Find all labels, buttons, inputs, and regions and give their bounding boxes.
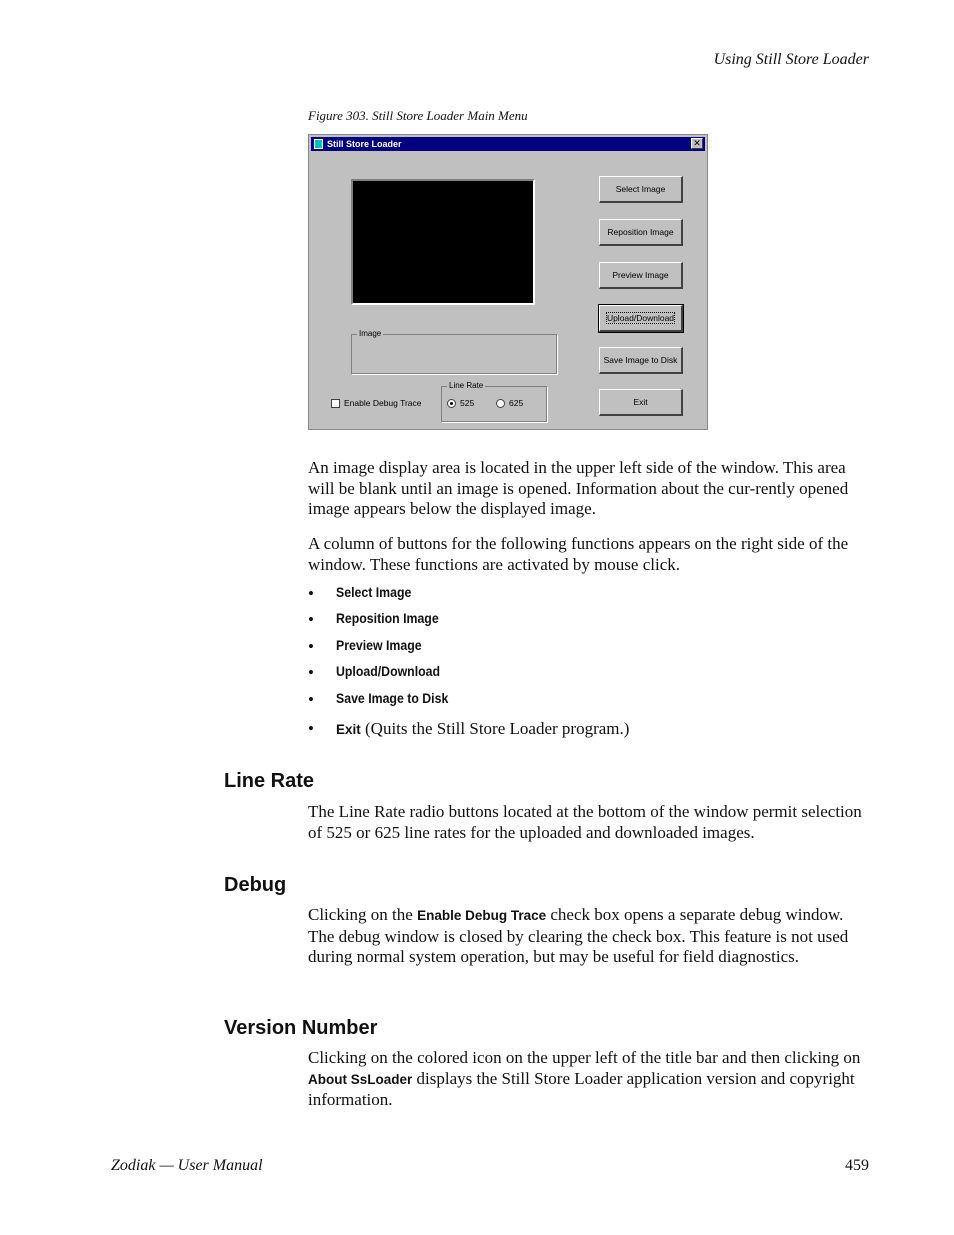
bullet-label: Upload/Download [336,663,441,679]
image-info-group [351,329,557,374]
paragraph-button-column: A column of buttons for the following functions appears on the right side of the window. These functions are activated by mouse click. [308,534,849,574]
paragraph-line-rate: The Line Rate radio buttons located at the bottom of the window permit selection of 525 or 625 line rates for the uploaded and downloaded images. [308,802,862,842]
page-number: 459 [845,1157,869,1174]
figure-caption: Figure 303. Still Store Loader Main Menu [308,108,528,123]
bullet-label: Reposition Image [336,610,439,626]
upload-download-button[interactable]: Upload/Download [599,305,683,332]
window-title-bar [311,137,705,151]
radio-625[interactable] [496,399,505,408]
select-image-button[interactable]: Select Image [599,176,683,203]
reposition-image-button[interactable]: Reposition Image [599,219,683,246]
image-group-label: Image [359,329,382,338]
running-header: Using Still Store Loader [713,51,869,68]
footer-manual-title: Zodiak — User Manual [111,1157,263,1174]
bullet-symbol: • [308,690,314,709]
paragraph-version-number: Clicking on the colored icon on the upper left of the title bar and then clicking on About SsLoader displays the Still Store Loader application version and copyright information. [308,1048,861,1109]
enable-debug-trace-label: Enable Debug Trace [344,398,422,408]
paragraph-display-area: An image display area is located in the upper left side of the window. This area will be blank until an image is opened. Information about the cur-rently opened image appears below the displayed image. [308,458,849,518]
radio-525[interactable] [447,399,456,408]
about-ssloader-command: About SsLoader [308,1071,413,1087]
line-rate-group [441,381,547,422]
save-image-to-disk-button[interactable]: Save Image to Disk [599,347,683,374]
radio-625-label: 625 [509,398,524,408]
bullet-symbol: • [308,663,314,682]
radio-525-label: 525 [460,398,475,408]
bullet-label: Preview Image [336,637,422,653]
window-title: Still Store Loader [327,139,402,149]
enable-debug-trace-command: Enable Debug Trace [417,908,547,923]
exit-description: (Quits the Still Store Loader program.) [360,719,630,738]
preview-image-button[interactable]: Preview Image [599,262,683,289]
bullet-label [336,719,629,739]
paragraph-debug: Clicking on the Enable Debug Trace check box opens a separate debug window. The debug window is closed by clearing the check box. This feature is not used during normal system operation, but may be useful for field diagnostics. [308,905,849,966]
bullet-symbol: • [308,610,314,629]
exit-button[interactable]: Exit [599,389,683,416]
bullet-symbol: • [308,637,314,656]
bullet-label: Select Image [336,584,412,600]
heading-version-number: Version Number [224,1017,378,1039]
image-display-area [351,179,535,305]
enable-debug-trace-checkbox[interactable] [331,399,340,408]
heading-line-rate: Line Rate [224,770,315,792]
exit-command: Exit [336,722,361,737]
bullet-symbol: • [308,719,314,738]
still-store-loader-window [308,134,708,430]
app-icon[interactable] [314,139,323,149]
line-rate-group-label: Line Rate [449,381,484,390]
heading-debug: Debug [224,874,287,896]
bullet-symbol: • [308,584,314,603]
bullet-label: Save Image to Disk [336,690,449,706]
close-icon[interactable]: ✕ [691,138,703,149]
